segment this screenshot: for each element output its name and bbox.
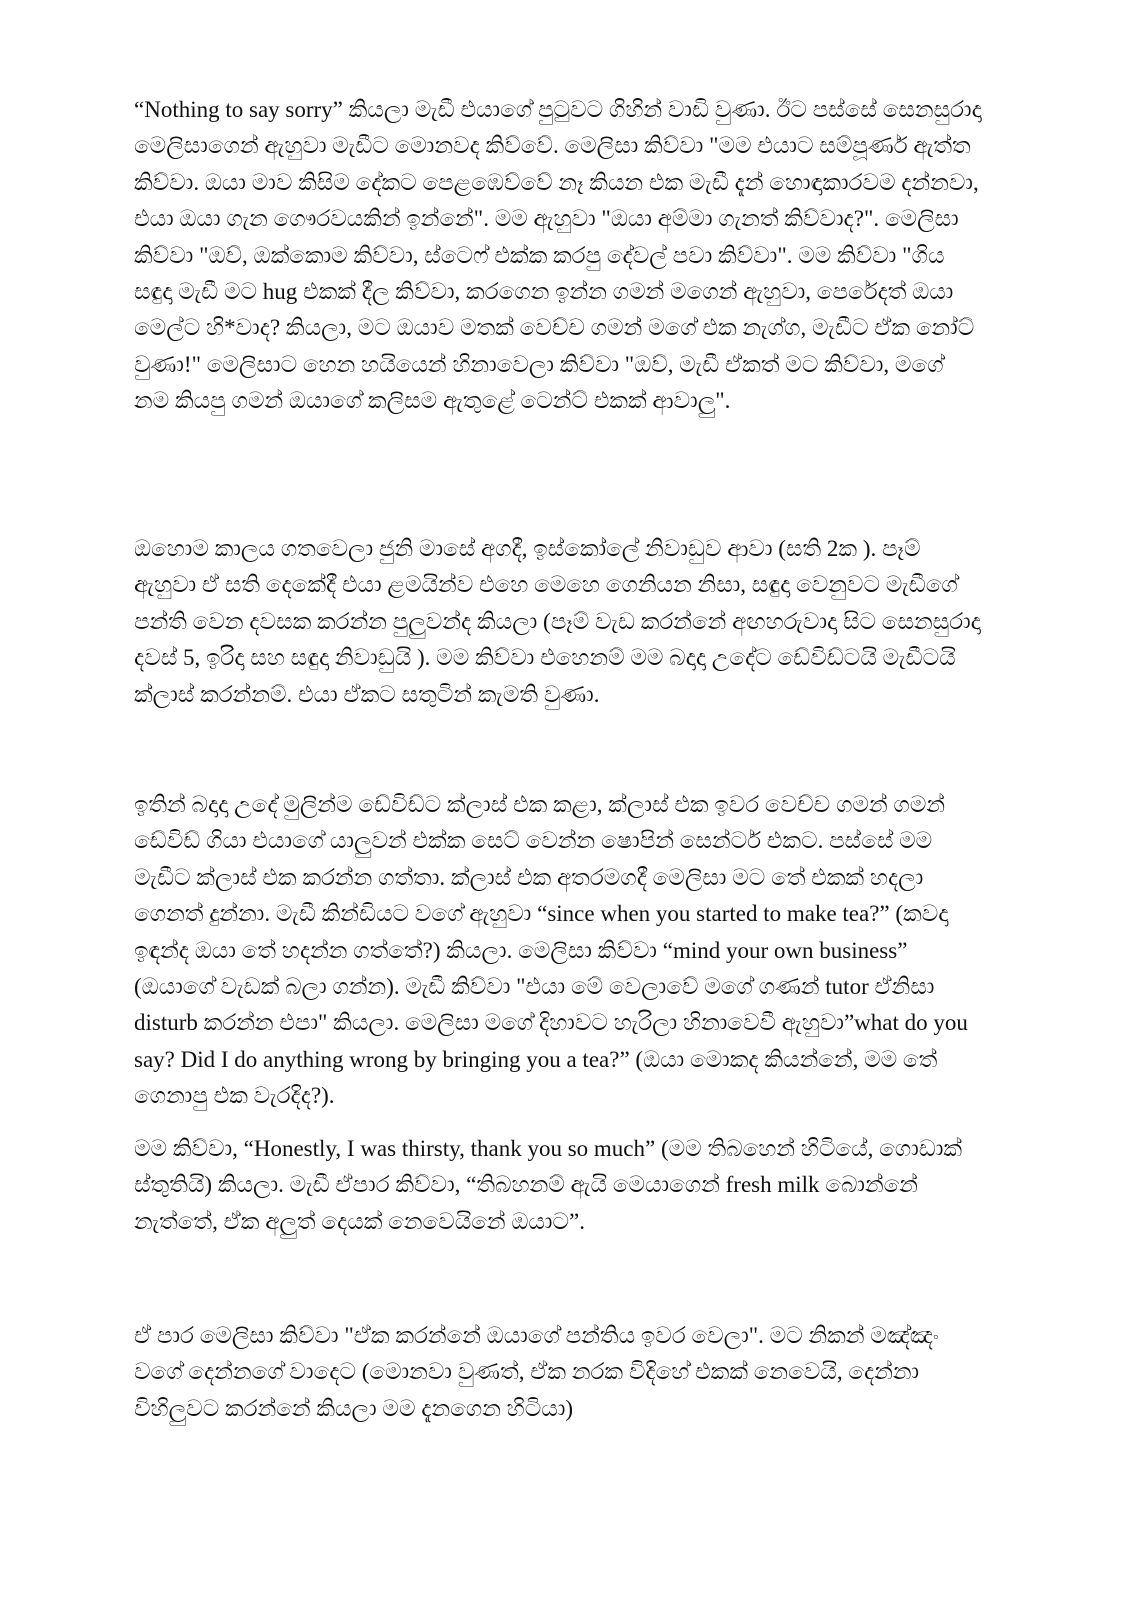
paragraph-4: මම කිව්වා, “Honestly, I was thirsty, thank you so much” (මම තිබහෙන් හිටියේ, ගොඩාක් ස්තුතියි) කියලා. මැඩී ඒපාර කිව්වා, “තිබහනම් ඇයි මෙයාගෙන් fresh milk බොන්නේ නැත්තේ, ඒක අලුත් දෙයක් නෙවෙයිනේ ඔයාට”. [134,1136,963,1234]
paragraph-5: ඒ පාර මෙලිසා කිව්වා "ඒක කරන්නේ ඔයාගේ පන්තිය ඉවර වෙලා". මට නිකන් මඤ්ඤං වගේ දෙන්නගේ වාදෙට (මොනවා වුණත්, ඒක නරක විදිහේ එකක් නෙවෙයි, දෙන්නා විහිලුවට කරන්නේ කියලා මම දැනගෙන හිටියා) [134,1323,939,1421]
paragraph-3: ඉතින් බදාදා උදේ මුලින්ම ඩේවිඩ්ට ක්ලාස් එක කළා, ක්ලාස් එක ඉවර වෙච්ච ගමන් ගමන් ඩේවිඩ් ගියා එයාගේ යාලුවන් එක්ක සෙට් වෙන්න ෂොපින් සෙන්ටර් එකට. පස්සේ මම මැඩීට ක්ලාස් එක කරන්න ගත්තා. ක්ලාස් එක අතරමගදී මෙලිසා මට තේ එකක් හදලා ගෙනත් දුන්නා. මැඩී කින්ඩියට වගේ ඇහුවා “since when you started to make tea?” (කවදා ඉඳන්ද ඔයා තේ හදන්න ගත්තේ?) කියලා. මෙලිසා කිව්වා “mind your own business” (ඔයාගේ වැඩක් බලා ගන්න). මැඩී කිව්වා "එයා මේ වෙලාවේ මගේ ගණන් tutor ඒනිසා disturb කරන්න එපා" කියලා. මෙලිසා මගේ දිහාවට හැරිලා හිනාවෙවී ඇහුවා”what do you say? Did I do anything wrong by bringing you a tea?” (ඔයා මොකද කියන්නේ, මම තේ ගෙනාපු එක වැරදිද?). [134,792,968,1109]
paragraph-1: “Nothing to say sorry” කියලා මැඩී එයාගේ පුටුවට ගිහින් වාඩි වුණා. ඊට පස්සේ සෙනසුරාදා මෙලිසාගෙන් ඇහුවා මැඩීට මොනවද කිව්වේ. මෙලිසා කිව්වා "මම එයාට සම්පූර්ණ ඇත්ත කිව්වා. ඔයා මාව කිසිම දේකට පෙළඹෙව්වේ නෑ කියන එක මැඩී දැන් හොඳාකාරවම දන්නවා, එයා ඔයා ගැන ගෞරවයකින් ඉන්නේ". මම ඇහුවා "ඔයා අම්මා ගැනත් කිව්වාද?". මෙලිසා කිව්වා "ඔව්, ඔක්කොම කිව්වා, ස්ටෙෆ් එක්ක කරපු දේවල් පවා කිව්වා". මම කිව්වා "ගිය සඳුදා මැඩී මට hug එකක් දීල කිව්වා, කරගෙන ඉන්න ගමන් මගෙන් ඇහුවා, පෙරේදත් ඔයා මෙල්ට හි*වාද? කියලා, මට ඔයාව මතක් වෙච්ච ගමන් මගේ එක නැග්ග, මැඩීට ඒක නෝට් වුණා!" මෙලිසාට හෙන හයියෙන් හිනාවෙලා කිව්වා "ඔව්, මැඩී ඒකත් මට කිව්වා, මගේ නම කියපු ගමන් ඔයාගේ කලිසම ඇතුළේ ටෙන්ට් එකක් ආවාලු". [134,97,982,414]
paragraph-2: ඔහොම කාලය ගතවෙලා ජුනි මාසේ අගදී, ඉස්කෝලේ නිවාඩුව ආවා (සති 2ක ). පෑම් ඇහුවා ඒ සති දෙකේදී එයා ළමයින්ව එහෙ මෙහෙ ගෙනියන නිසා, සඳුදා වෙනුවට මැඩීගේ පන්ති වෙන දවසක කරන්න පුලුවන්ද කියලා (පෑම් වැඩ කරන්නේ අඟහරුවාදා සිට සෙනසුරාදා දවස් 5, ඉරිදා සහ සඳුදා නිවාඩුයි ). මම කිව්වා එහෙනම් මම බදාදා උදේට ඩේවිඩ්ටයි මැඩීටයි ක්ලාස් කරන්නම්. එයා ඒකට සතුටින් කැමති වුණා. [134,536,981,707]
